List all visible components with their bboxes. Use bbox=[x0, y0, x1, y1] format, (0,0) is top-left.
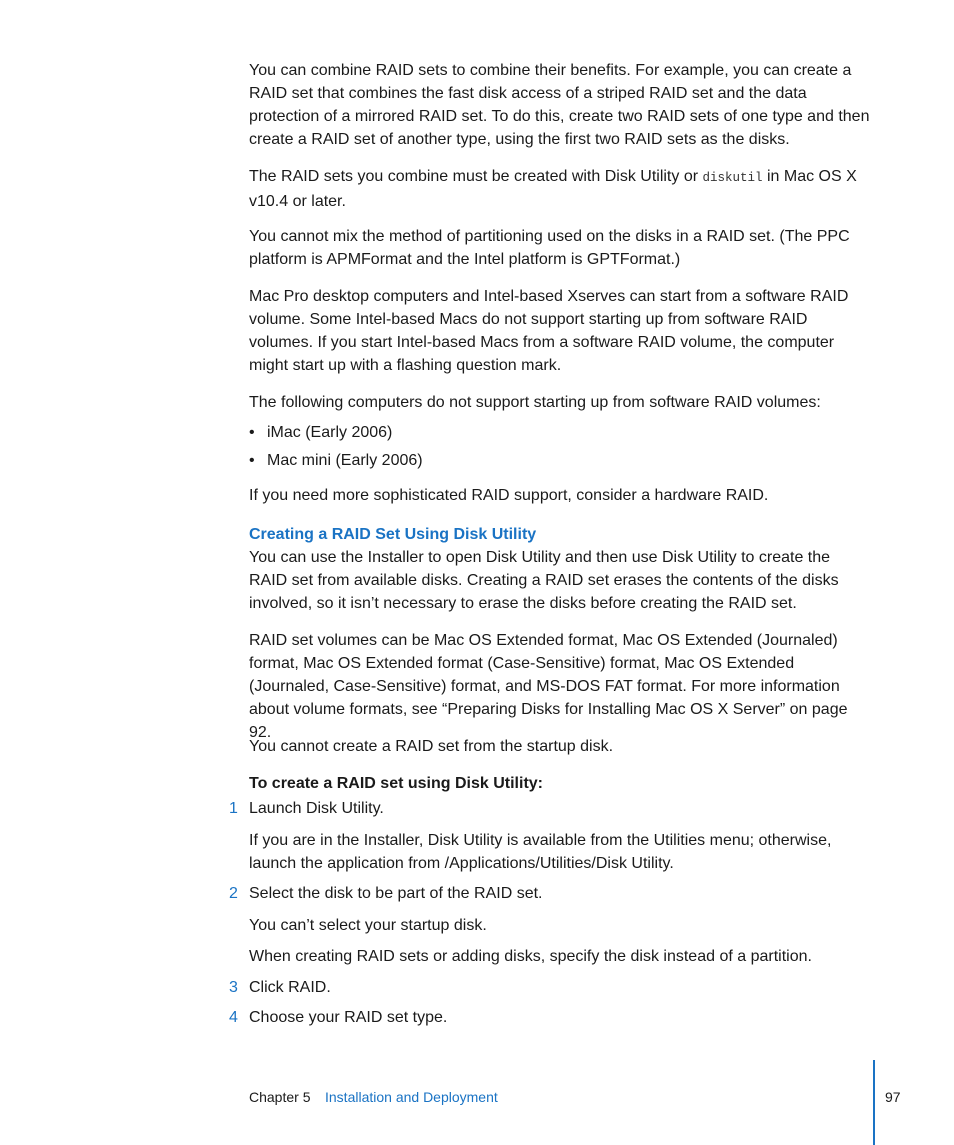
paragraph-startup-disk: You cannot create a RAID set from the startup disk. bbox=[249, 738, 614, 755]
paragraph-partitioning: You cannot mix the method of partitioning used on the disks in a RAID set. (The PPC platform is APMFormat and the Intel platform is GPTFormat.) bbox=[249, 228, 850, 268]
list-item bbox=[249, 421, 392, 444]
bullet-icon: • bbox=[249, 424, 255, 441]
step-text: Launch Disk Utility. bbox=[249, 800, 384, 817]
step-text: Choose your RAID set type. bbox=[249, 1009, 448, 1026]
paragraph-mac-pro-raid: Mac Pro desktop computers and Intel-based Xserves can start from a software RAID volume. Some Intel-based Macs do not support starting up from software RAID volumes. If you start Intel-based Macs from a software RAID volume, the computer might start up with a flashing question mark. bbox=[249, 288, 849, 374]
step-note: If you are in the Installer, Disk Utility is available from the Utilities menu; otherwise, launch the application from /Applications/Utilities/Disk Utility. bbox=[249, 832, 832, 872]
step-text: Click RAID. bbox=[249, 979, 331, 996]
paragraph-installer-disk-utility: You can use the Installer to open Disk Utility and then use Disk Utility to create the RAID set from available disks. Creating a RAID set erases the contents of the disks involved, so it isn’t necessary to erase the disks before creating the RAID set. bbox=[249, 549, 839, 612]
step-note: When creating RAID sets or adding disks, specify the disk instead of a partition. bbox=[249, 948, 812, 965]
procedure-title: To create a RAID set using Disk Utility: bbox=[249, 775, 543, 792]
paragraph-hardware-raid: If you need more sophisticated RAID support, consider a hardware RAID. bbox=[249, 487, 769, 504]
step-number: 4 bbox=[229, 1009, 238, 1026]
footer-chapter-title: Installation and Deployment bbox=[325, 1089, 498, 1105]
list-item-text: Mac mini (Early 2006) bbox=[267, 452, 423, 469]
paragraph-volume-formats: RAID set volumes can be Mac OS Extended format, Mac OS Extended (Journaled) format, Mac OS Extended format (Case-Sensitive) format, Mac OS Extended (Journaled, Case-Sensitive) format, and MS-DOS FAT format. For more information about volume formats, see “Preparing Disks for Installing Mac OS X Server” on page 92. bbox=[249, 632, 848, 741]
list-item-text: iMac (Early 2006) bbox=[267, 424, 393, 441]
footer-chapter: Chapter 5 bbox=[249, 1089, 311, 1105]
step-text: Select the disk to be part of the RAID set. bbox=[249, 885, 543, 902]
code-diskutil: diskutil bbox=[702, 171, 763, 185]
step-number: 1 bbox=[229, 800, 238, 817]
section-heading: Creating a RAID Set Using Disk Utility bbox=[249, 526, 537, 543]
list-item bbox=[249, 449, 423, 472]
paragraph-text: The RAID sets you combine must be created with Disk Utility or bbox=[249, 168, 703, 185]
step-number: 3 bbox=[229, 979, 238, 996]
bullet-icon: • bbox=[249, 452, 255, 469]
footer-divider bbox=[873, 1060, 875, 1145]
step-note: You can’t select your startup disk. bbox=[249, 917, 487, 934]
step-number: 2 bbox=[229, 885, 238, 902]
paragraph-diskutil-requirement bbox=[249, 165, 871, 213]
paragraph-unsupported-computers: The following computers do not support starting up from software RAID volumes: bbox=[249, 394, 821, 411]
page-number: 97 bbox=[885, 1089, 901, 1105]
paragraph-text: in Mac OS X v10.4 or later. bbox=[249, 168, 857, 210]
paragraph-combine-raid: You can combine RAID sets to combine their benefits. For example, you can create a RAID set that combines the fast disk access of a striped RAID set and the data protection of a mirrored RAID set. To do this, create two RAID sets of one type and then create a RAID set of another type, using the first two RAID sets as the disks. bbox=[249, 62, 870, 148]
